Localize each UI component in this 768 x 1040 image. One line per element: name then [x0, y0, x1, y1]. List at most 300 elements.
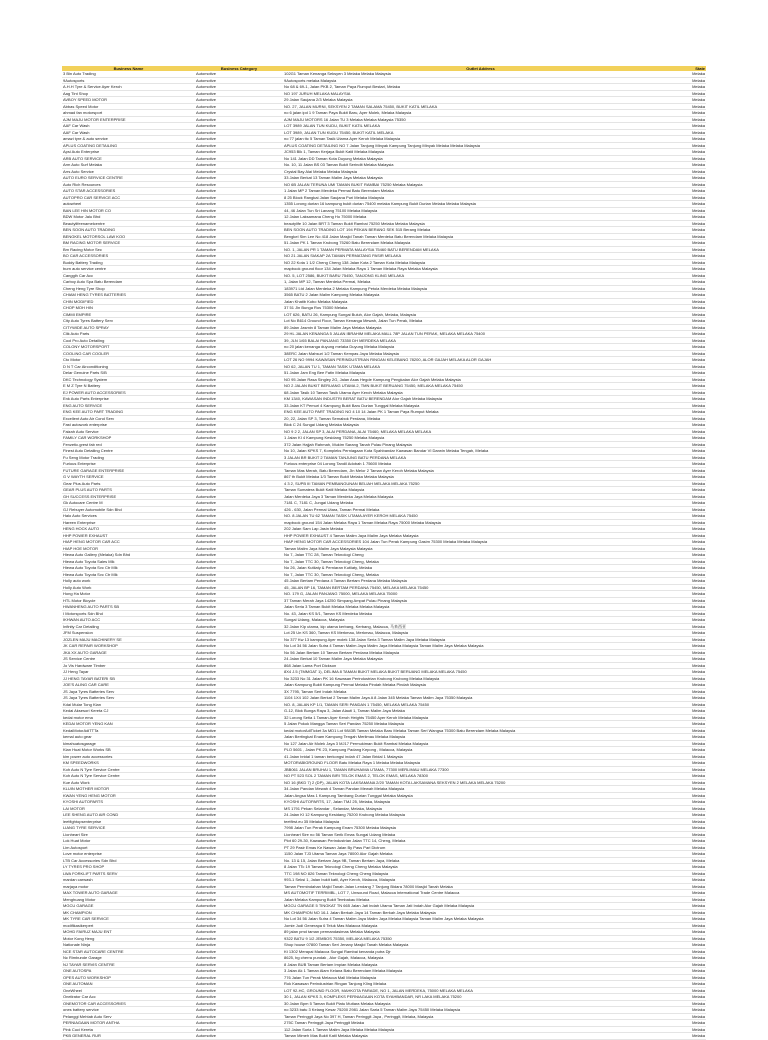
cell-state: Melaka	[678, 649, 706, 656]
cell-state: Melaka	[678, 285, 706, 292]
cell-business-category: Automotive	[195, 896, 283, 903]
cell-business-category: Automotive	[195, 721, 283, 728]
cell-business-category: Automotive	[195, 1020, 283, 1027]
cell-business-name: Pelanggi Mehtab Auto Serv	[62, 1013, 195, 1020]
cell-business-name: BAN LEE HIN MOTOR CO	[62, 207, 195, 214]
cell-business-name: COLONY MOTORSPORT	[62, 344, 195, 351]
cell-state: Melaka	[678, 747, 706, 754]
cell-business-name: OneWheel	[62, 987, 195, 994]
cell-state: Melaka	[678, 851, 706, 858]
cell-business-category: Automotive	[195, 526, 283, 533]
cell-business-name: ONE AUTOMAN	[62, 981, 195, 988]
cell-outlet-address: 5 Jalan Pokok Mangga Taman Seri Pandan 75250 Melaka Malaysia	[283, 721, 678, 728]
cell-outlet-address: Plot 60 29-30, Kawasan Perindustrian Jalan TTC 14, Cheng, Melaka	[283, 838, 678, 845]
cell-state: Melaka	[678, 766, 706, 773]
cell-business-category: Automotive	[195, 266, 283, 273]
cell-outlet-address: 1 Jalan MP 2 Taman Merdeka Permai Batu Berendam Melaka	[283, 188, 678, 195]
cell-outlet-address: 24 Jalan KI 12 Kampung Kesidang 75200 Krubong Melaka Malaysia	[283, 812, 678, 819]
cell-outlet-address: MK CHAMPION NO 16-1 Jalan Berkah Jaya 14 Taman Berkah Jaya Melaka Malaysia	[283, 909, 678, 916]
cell-state: Melaka	[678, 721, 706, 728]
cell-state: Melaka	[678, 259, 706, 266]
cell-outlet-address: NO 21 JALAN SIAKAP 2A TAMAN PERMATANG PASIR MELAKA	[283, 253, 678, 260]
cell-business-category: Automotive	[195, 974, 283, 981]
cell-business-name: Cool Pro Auto Detailing	[62, 337, 195, 344]
cell-business-category: Automotive	[195, 942, 283, 949]
cell-state: Melaka	[678, 695, 706, 702]
cell-state: Melaka	[678, 896, 706, 903]
cell-business-category: Automotive	[195, 636, 283, 643]
cell-business-name: KEDAI MOTOR YENG KAN	[62, 721, 195, 728]
cell-business-category: Automotive	[195, 298, 283, 305]
cell-outlet-address: NO 22 Kota 1 1/2 Cheng Cheng 138 Jalan Kota 2 Taman Kota Melaka Malaysia	[283, 259, 678, 266]
cell-outlet-address: Jalan Angsa Mas 1 Kampung Tambang Durian Tunggal Melaka Malaysia	[283, 792, 678, 799]
cell-state: Melaka	[678, 357, 706, 364]
cell-business-name: D N T Car Airconditioning	[62, 363, 195, 370]
cell-business-name: Oneilrator Car Acc	[62, 994, 195, 1001]
cell-business-name: 3 Bin Auto Trading	[62, 71, 195, 77]
cell-state: Melaka	[678, 877, 706, 884]
cell-state: Melaka	[678, 175, 706, 182]
cell-outlet-address: NO 95 Jalan Rasa Singley 2G, Jalan Asas Hegde Kampung Pengkalan Alor Gajah Melaka Malaysia	[283, 376, 678, 383]
cell-business-category: Automotive	[195, 246, 283, 253]
cell-business-name: Lok Huat Motor	[62, 838, 195, 845]
cell-business-name: Hareen Enterprise	[62, 519, 195, 526]
cell-business-category: Automotive	[195, 955, 283, 962]
cell-state: Melaka	[678, 994, 706, 1001]
cell-business-name: Furious Enterprise	[62, 461, 195, 468]
cell-business-name: Finest Auto Detailing Centre	[62, 448, 195, 455]
cell-business-category: Automotive	[195, 877, 283, 884]
cell-state: Melaka	[678, 610, 706, 617]
cell-business-name: autowheel	[62, 201, 195, 208]
cell-state: Melaka	[678, 110, 706, 117]
cell-state: Melaka	[678, 812, 706, 819]
cell-outlet-address: Lot No B614 Ground Floor, Taman Kenanga Mewah, Jalan Tun Perak, Melaka	[283, 318, 678, 325]
cell-outlet-address: No. 43, Jalan KS 5/1, Taman KS Merdeka Melaka	[283, 610, 678, 617]
cell-outlet-address: 8 Jalan TTc 19 Taman Teknologi Cheng Cheng Melaka Malaysia	[283, 864, 678, 871]
cell-business-name: Hiewa Auto Gallery (Melaka) Sdn Bhd	[62, 552, 195, 559]
cell-business-name: kedai motor ema	[62, 714, 195, 721]
cell-business-name: Aag Tint Shop	[62, 90, 195, 97]
cell-outlet-address: Lot 25 Un KS 360, Taman KS Merkmau, Merkmau, Malacca, Malaysia	[283, 630, 678, 637]
cell-business-name: FUTURE GARAGE ENTERPRISE	[62, 467, 195, 474]
cell-state: Melaka	[678, 435, 706, 442]
cell-business-category: Automotive	[195, 864, 283, 871]
cell-outlet-address: 8 Jalan BUB Taman Bertam Impian Melaka Malaysia	[283, 961, 678, 968]
cell-state: Melaka	[678, 786, 706, 793]
header-business-category: Business Category	[195, 66, 283, 71]
cell-business-category: Automotive	[195, 181, 283, 188]
cell-state: Melaka	[678, 474, 706, 481]
cell-state: Melaka	[678, 136, 706, 143]
cell-outlet-address: 8X4 J.5 (TMMGAT 1), DELIMA 8 TAMAN BUKIT MELAKA BUKIT BERUANG MELAKA MELAKA 75450	[283, 669, 678, 676]
cell-business-category: Automotive	[195, 415, 283, 422]
cell-business-category: Automotive	[195, 337, 283, 344]
cell-business-name: leetfightopsenterprise	[62, 818, 195, 825]
cell-business-name: Nationale Ninja	[62, 942, 195, 949]
cell-business-name: KYOSHI AUTOPARTS	[62, 799, 195, 806]
cell-state: Melaka	[678, 539, 706, 546]
cell-business-name: Infinity Car Detailing	[62, 623, 195, 630]
cell-state: Melaka	[678, 701, 706, 708]
cell-state: Melaka	[678, 688, 706, 695]
cell-business-name: MK CHAMPION	[62, 909, 195, 916]
cell-outlet-address: 37 51 Jln Bunga Ros 75300 Melaka	[283, 305, 678, 312]
cell-business-category: Automotive	[195, 1026, 283, 1033]
cell-outlet-address: 372 Jalan Hajjah Rahmah, Mukim Sarang Tanah Pulau Pinang Malaysia	[283, 441, 678, 448]
cell-business-name: HIAP HENG MOTOR CAR ACC	[62, 539, 195, 546]
cell-state: Melaka	[678, 149, 706, 156]
cell-outlet-address: mapbook ground 154 Jalan Melaka Raya 1 Taman Melaka Raya 75000 Melaka Malaysia	[283, 519, 678, 526]
cell-outlet-address: No. 10, 11 Jalan BS 03 Taman Bukit Serindit Melaka Malaysia	[283, 162, 678, 169]
cell-business-name: Auto Rich Resources	[62, 181, 195, 188]
cell-business-category: Automotive	[195, 883, 283, 890]
cell-outlet-address: 38ERC Jalan Mahsuri 1/2 Taman Kempas Jaya Melaka Malaysia	[283, 350, 678, 357]
cell-business-name: JS Jaya Tyres Batteries Serv	[62, 695, 195, 702]
cell-state: Melaka	[678, 1013, 706, 1020]
cell-business-name: Cto Motor	[62, 357, 195, 364]
cell-outlet-address: 29 Jalan Saujana 2/3 Melaka Malaysia	[283, 97, 678, 104]
cell-business-name: LTB Car Accessories Sdn Bhd	[62, 857, 195, 864]
cell-business-category: Automotive	[195, 799, 283, 806]
cell-state: Melaka	[678, 708, 706, 715]
cell-business-name: DKC Technology System	[62, 376, 195, 383]
cell-outlet-address: No 26, Jalan Kutiiaty & Perniaran Kutiiaty, Melaka	[283, 565, 678, 572]
cell-state: Melaka	[678, 318, 706, 325]
cell-business-name: CIMMI EMPIRE	[62, 311, 195, 318]
cell-business-name: modifikasikerpert	[62, 922, 195, 929]
cell-business-name: marjaya motor	[62, 883, 195, 890]
cell-business-name: Apsi Auto Enterprise	[62, 149, 195, 156]
cell-outlet-address: Jalan Merdeka Jaya 3 Taman Merdeka Jaya Melaka Malaysia	[283, 493, 678, 500]
cell-business-name: OPES AUTO WORKSHOP	[62, 974, 195, 981]
cell-business-category: Automotive	[195, 851, 283, 858]
cell-state: Melaka	[678, 71, 706, 77]
cell-state: Melaka	[678, 838, 706, 845]
cell-business-category: Automotive	[195, 194, 283, 201]
cell-business-name: Jo Vis Hardware Timber	[62, 662, 195, 669]
cell-business-category: Automotive	[195, 630, 283, 637]
cell-outlet-address: Crystal Bay Alai Melaka Melaka Malaysia	[283, 168, 678, 175]
cell-business-category: Automotive	[195, 1033, 283, 1040]
cell-outlet-address: 1 Jalan KI 4 Kampung Kesidang 75250 Melaka Malaysia	[283, 435, 678, 442]
cell-outlet-address: Shop house 07800 Taman Seri Jenany Masjid Tanah Melaka Malaysia	[283, 942, 678, 949]
cell-business-category: Automotive	[195, 825, 283, 832]
cell-business-category: Automotive	[195, 487, 283, 494]
cell-business-name: AJM MAJU MOTOR ENTERPRISE	[62, 116, 195, 123]
cell-outlet-address: 868 Jalan Lama Port Dickson	[283, 662, 678, 669]
cell-state: Melaka	[678, 526, 706, 533]
cell-state: Melaka	[678, 181, 706, 188]
cell-outlet-address: 32 Jalan Kip utama, kip utama kerbang, Kerbang, Malacca, 马来西亚	[283, 623, 678, 630]
cell-business-category: Automotive	[195, 890, 283, 897]
cell-business-category: Automotive	[195, 552, 283, 559]
cell-outlet-address: 275C Taman Peringgit Jaya Peringgit Melaka	[283, 1020, 678, 1027]
cell-state: Melaka	[678, 584, 706, 591]
cell-outlet-address: no 77 jalan ttc 5 Taman Tasik Utama Ayer Keroh Melaka Malaysia	[283, 136, 678, 143]
header-state: State	[678, 66, 706, 71]
cell-state: Melaka	[678, 350, 706, 357]
cell-state: Melaka	[678, 623, 706, 630]
cell-outlet-address: 776 Jalan Tun Perak Melacca Mall Melaka Malaysia	[283, 974, 678, 981]
header-business-name: Business Name	[62, 66, 195, 71]
cell-state: Melaka	[678, 467, 706, 474]
cell-business-category: Automotive	[195, 428, 283, 435]
cell-outlet-address: KM 1340, KAWASAN INDUSTRI BERAT BATU BERENDAM Alor Gajah Melaka Malaysia	[283, 396, 678, 403]
cell-state: Melaka	[678, 389, 706, 396]
cell-business-name: LEE SHENG AUTO AIR COND	[62, 812, 195, 819]
cell-state: Melaka	[678, 487, 706, 494]
cell-business-category: Automotive	[195, 682, 283, 689]
cell-business-category: Automotive	[195, 305, 283, 312]
cell-business-category: Automotive	[195, 519, 283, 526]
cell-state: Melaka	[678, 376, 706, 383]
cell-state: Melaka	[678, 279, 706, 286]
cell-outlet-address: 9Autosports melaka Malaysia	[283, 77, 678, 84]
cell-business-category: Automotive	[195, 779, 283, 786]
cell-state: Melaka	[678, 883, 706, 890]
cell-business-name: LWA FORKLIFT PARTS SERV	[62, 870, 195, 877]
cell-outlet-address: JC953 Blk 1, Taman Kerjaya Bukit Katil Melaka Malaysia	[283, 149, 678, 156]
cell-business-category: Automotive	[195, 480, 283, 487]
cell-business-category: Automotive	[195, 994, 283, 1001]
cell-business-name: Lim Autosport	[62, 844, 195, 851]
cell-business-name: KLUIN MOTHER MOTOR	[62, 786, 195, 793]
cell-business-name: AAF Car Wash	[62, 129, 195, 136]
cell-business-name: Cheng Heng Tyre Shop	[62, 285, 195, 292]
cell-state: Melaka	[678, 662, 706, 669]
cell-business-category: Automotive	[195, 929, 283, 936]
cell-business-name: Menghuang Motor	[62, 896, 195, 903]
cell-business-category: Automotive	[195, 240, 283, 247]
cell-business-name: HWANHENG AUTO PARTS SB	[62, 604, 195, 611]
cell-business-category: Automotive	[195, 818, 283, 825]
cell-business-name: JJ Heng Tayar	[62, 669, 195, 676]
cell-state: Melaka	[678, 792, 706, 799]
cell-outlet-address: APLUS COATING DETAILING NO 7 Jalan Tanjung Minyak Kampung Tanjung Minyak Melaka Melaka Malaysia	[283, 142, 678, 149]
cell-business-category: Automotive	[195, 402, 283, 409]
cell-state: Melaka	[678, 714, 706, 721]
cell-state: Melaka	[678, 162, 706, 169]
cell-outlet-address: HHP POWER EXHAUST 4 Taman Malim Jaya Malim Jaya Melaka Malaysia	[283, 532, 678, 539]
cell-outlet-address: 45, JALAN BP 16, TAMAN BERTAM PERDANA 75450, MELAKA MELAKA 75450	[283, 584, 678, 591]
cell-outlet-address: beautylife 10 Jalan BRT 3 Taman Bukit Rambai 75250 Melaka Melaka Malaysia	[283, 220, 678, 227]
cell-state: Melaka	[678, 233, 706, 240]
cell-state: Melaka	[678, 682, 706, 689]
cell-outlet-address: 8625, bg cherra pundak , Alor Gajah, Malacca, Malaysia	[283, 955, 678, 962]
cell-state: Melaka	[678, 344, 706, 351]
cell-business-category: Automotive	[195, 513, 283, 520]
cell-business-category: Automotive	[195, 311, 283, 318]
cell-business-name: I Motorsports Sdn Bhd	[62, 610, 195, 617]
cell-business-category: Automotive	[195, 370, 283, 377]
cell-business-category: Automotive	[195, 175, 283, 182]
cell-state: Melaka	[678, 909, 706, 916]
cell-business-category: Automotive	[195, 214, 283, 221]
cell-state: Melaka	[678, 942, 706, 949]
cell-outlet-address: NO. 1, JALAN PR 1 TAMAN PERMATA MALAYSIA 75460 BATU BERENDAM MELAKA	[283, 246, 678, 253]
cell-business-category: Automotive	[195, 357, 283, 364]
cell-state: Melaka	[678, 753, 706, 760]
cell-state: Melaka	[678, 870, 706, 877]
cell-state: Melaka	[678, 1026, 706, 1033]
cell-business-category: Automotive	[195, 597, 283, 604]
cell-outlet-address: 8 25 Block Rangkai Jalan Saujana Puri Melaka Malaysia	[283, 194, 678, 201]
cell-outlet-address: NO 2 JALAN BUKIT BERUANG UTAMA 2, TMN BUKIT BERUANG 75450, MELAKA MELAKA 75450	[283, 383, 678, 390]
cell-business-category: Automotive	[195, 207, 283, 214]
cell-business-name: Koh Auto N Tyre Service Centre	[62, 773, 195, 780]
cell-outlet-address: LOT 26 NO 9994 KAWASAN PERINDUSTRIAN RINGAN KELEBANG 78200, ALOR GAJAH MELAKA ALOR GAJAH	[283, 357, 678, 364]
cell-outlet-address: Taman Permindahan Majid Tanah Jalan Lendang 7 Tanjung Bidara 78000 Masjid Tanah Melaka	[283, 883, 678, 890]
cell-state: Melaka	[678, 331, 706, 338]
cell-outlet-address: 29 HL JALAN KENANGA 5 JALAN IBRAHIM MELAKA MALL 78P JALAN TUN PERAK, MELAKA MELAKA 75400	[283, 331, 678, 338]
cell-business-category: Automotive	[195, 292, 283, 299]
cell-outlet-address: 41 Jalan bridal 1 taman berkongsi indah 47 Jalan Bridal 1 Malaysia	[283, 753, 678, 760]
cell-business-category: Automotive	[195, 318, 283, 325]
cell-outlet-address: No 3233 No 31 Jalan PK 16 Kawasan Perindustrian Krubong Krubong Melaka Malaysia	[283, 675, 678, 682]
cell-state: Melaka	[678, 103, 706, 110]
cell-business-name: ARB AUTO SERVICE	[62, 155, 195, 162]
cell-outlet-address: 4 3 2, SUPB III TAMAN PEMBANGUNAN BELIAH MELAKA MELAKA 75250	[283, 480, 678, 487]
cell-state: Melaka	[678, 500, 706, 507]
cell-business-name: NJ TAYAR SERVIS CENTRE	[62, 961, 195, 968]
cell-outlet-address: NO. 5, LOT 2586, BUKIT BARU 75450, TANJONG KLING MELAKA	[283, 272, 678, 279]
cell-outlet-address: 37 Taman Merah Jaya 14250 Simpang Ampat Pulau Pinang Malaysia	[283, 597, 678, 604]
cell-business-category: Automotive	[195, 454, 283, 461]
cell-business-category: Automotive	[195, 844, 283, 851]
cell-state: Melaka	[678, 740, 706, 747]
cell-outlet-address: 3 JALAN BR BUKIT 2 TAMAN TANJUNG BATU PERDANA MELAKA	[283, 454, 678, 461]
cell-outlet-address: NO PT 523 SOL 2 TAMAN BIRI TELOK EMAS 2, TELOK EMAS, MELAKA 78300	[283, 773, 678, 780]
cell-outlet-address: LOT 3989, JALAN TUN KUDU 75450, BUKIT KATIL MELAKA	[283, 129, 678, 136]
cell-state: Melaka	[678, 935, 706, 942]
header-outlet-address: Outlet Address	[283, 66, 678, 71]
cell-business-category: Automotive	[195, 467, 283, 474]
cell-outlet-address: ENG KEE AUTO PART TRADING NO 4 10 14 Jalan PK 1 Taman Paya Rumput Melaka	[283, 409, 678, 416]
cell-business-name: CHIAM HENG TYRES BATTERIES	[62, 292, 195, 299]
cell-business-name: JOE'S ALING CAR CARE	[62, 682, 195, 689]
cell-business-name: Fu Seng Motor Trading	[62, 454, 195, 461]
cell-business-category: Automotive	[195, 103, 283, 110]
cell-business-name: Arrs Auto Service	[62, 168, 195, 175]
cell-state: Melaka	[678, 272, 706, 279]
cell-outlet-address: 24 Jalan Berkat 10 Taman Malim Jaya Melaka Malaysia	[283, 656, 678, 663]
cell-outlet-address: 89 Jalan Jasmin 8 Taman Malim Jaya Melaka Malaysia	[283, 324, 678, 331]
cell-business-category: Automotive	[195, 545, 283, 552]
cell-state: Melaka	[678, 779, 706, 786]
cell-outlet-address: NO. 8, JALAN KP 1/1, TAMAN SERI PANDAN 1 75450, MELAKA MELAKA 75450	[283, 701, 678, 708]
cell-business-name: A.H.H Tyre & Service Ayer Keroh	[62, 84, 195, 91]
cell-business-category: Automotive	[195, 935, 283, 942]
cell-state: Melaka	[678, 656, 706, 663]
cell-business-name: ones battery service	[62, 1007, 195, 1014]
cell-business-name: Delar Genuine Parts S/B	[62, 370, 195, 377]
cell-business-category: Automotive	[195, 948, 283, 955]
cell-outlet-address: 33 Jalan KT Pemuri 4 Kampung Bukit Baru Durian Tunggal Melaka Malaysia	[283, 402, 678, 409]
cell-state: Melaka	[678, 669, 706, 676]
cell-state: Melaka	[678, 565, 706, 572]
cell-business-category: Automotive	[195, 792, 283, 799]
cell-business-name: kim power auto accessories	[62, 753, 195, 760]
business-table	[62, 66, 706, 1040]
cell-business-name: APLUS COATING DETAILING	[62, 142, 195, 149]
cell-business-name: HHP POWER EXHAUST	[62, 532, 195, 539]
cell-state: Melaka	[678, 214, 706, 221]
cell-business-name: BDW Motor Jalu Bhd	[62, 214, 195, 221]
cell-state: Melaka	[678, 636, 706, 643]
cell-business-name: Love motor enterprise	[62, 851, 195, 858]
cell-outlet-address: 7181 C, 7181 C, Jungai Udang Melaka	[283, 500, 678, 507]
cell-outlet-address: No 68 & 69-1, Jalan PKB 2, Taman Paya Rumput Bestari, Melaka	[283, 84, 678, 91]
cell-state: Melaka	[678, 448, 706, 455]
cell-business-category: Automotive	[195, 662, 283, 669]
cell-business-category: Automotive	[195, 110, 283, 117]
cell-state: Melaka	[678, 727, 706, 734]
cell-state: Melaka	[678, 311, 706, 318]
cell-outlet-address: Taman Mas Merah, Batu Berendam, Jln Melor 2 Taman Ayer Keroh Melaka Malaysia	[283, 467, 678, 474]
cell-business-category: Automotive	[195, 149, 283, 156]
cell-business-category: Automotive	[195, 285, 283, 292]
cell-business-category: Automotive	[195, 591, 283, 598]
cell-state: Melaka	[678, 630, 706, 637]
cell-outlet-address: teetfirst.eu 35 Melaka Malaysia	[283, 818, 678, 825]
cell-state: Melaka	[678, 831, 706, 838]
cell-business-name: AVBOY SPEED MOTOR	[62, 97, 195, 104]
cell-business-name: Abbas Speed Motor	[62, 103, 195, 110]
cell-business-name: Kdai Mular Tong Kian	[62, 701, 195, 708]
cell-business-category: Automotive	[195, 1013, 283, 1020]
cell-business-category: Automotive	[195, 584, 283, 591]
cell-business-category: Automotive	[195, 539, 283, 546]
cell-business-category: Automotive	[195, 201, 283, 208]
cell-business-category: Automotive	[195, 461, 283, 468]
cell-state: Melaka	[678, 383, 706, 390]
cell-business-category: Automotive	[195, 129, 283, 136]
cell-business-category: Automotive	[195, 786, 283, 793]
cell-business-category: Automotive	[195, 558, 283, 565]
cell-business-name: LIANG TYRE SERVICE	[62, 825, 195, 832]
cell-outlet-address: 12 Jalan Laksamana Cheng Ho 75000 Melaka	[283, 214, 678, 221]
cell-business-name: FAMILY CAR WORKSHOP	[62, 435, 195, 442]
cell-business-category: Automotive	[195, 727, 283, 734]
cell-business-category: Automotive	[195, 253, 283, 260]
cell-business-category: Automotive	[195, 565, 283, 572]
cell-outlet-address: No 377 Kw 13 kampung Ayer molek 138 Jalan Seria 3 Taman Malim Jaya Melaka Malaysia	[283, 636, 678, 643]
cell-state: Melaka	[678, 220, 706, 227]
cell-business-name: BEN SOON AUTO TRADING	[62, 227, 195, 234]
cell-state: Melaka	[678, 532, 706, 539]
cell-business-name: mardan carwash	[62, 877, 195, 884]
cell-state: Melaka	[678, 123, 706, 130]
cell-business-name: Holly auto work	[62, 578, 195, 585]
spreadsheet	[62, 66, 706, 1040]
cell-outlet-address: BEN SOON AUTO TRADING LOT 194 PEKAN BERANG SEK 515 Berang Melaka	[283, 227, 678, 234]
cell-outlet-address: Bengkel Sim Lee No 418 Jalan Masjid Tanah Taman Merdeka Batu Berendam Melaka Malaysia	[283, 233, 678, 240]
cell-business-name: Carboy Auto Spa Batu Berendam	[62, 279, 195, 286]
cell-state: Melaka	[678, 805, 706, 812]
cell-outlet-address: Jalan Bertingkat Enam Kampung Tengah Merlimau Melaka Malaysia	[283, 734, 678, 741]
cell-state: Melaka	[678, 337, 706, 344]
cell-outlet-address: 51 Jalan PK 1 Taman Krubong 75260 Batu Berendam Melaka Malaysia	[283, 240, 678, 247]
cell-business-category: Automotive	[195, 708, 283, 715]
cell-state: Melaka	[678, 188, 706, 195]
cell-outlet-address: 39, JLN 1/65 BALAI PANJANG 73350 DH MERDEKA MELAKA	[283, 337, 678, 344]
cell-business-category: Automotive	[195, 675, 283, 682]
cell-state: Melaka	[678, 974, 706, 981]
cell-business-name: ahmad fan motorsport	[62, 110, 195, 117]
cell-outlet-address: no 20 jalan kenanga duyung melaka Duyung Melaka Malaysia	[283, 344, 678, 351]
cell-business-category: Automotive	[195, 363, 283, 370]
